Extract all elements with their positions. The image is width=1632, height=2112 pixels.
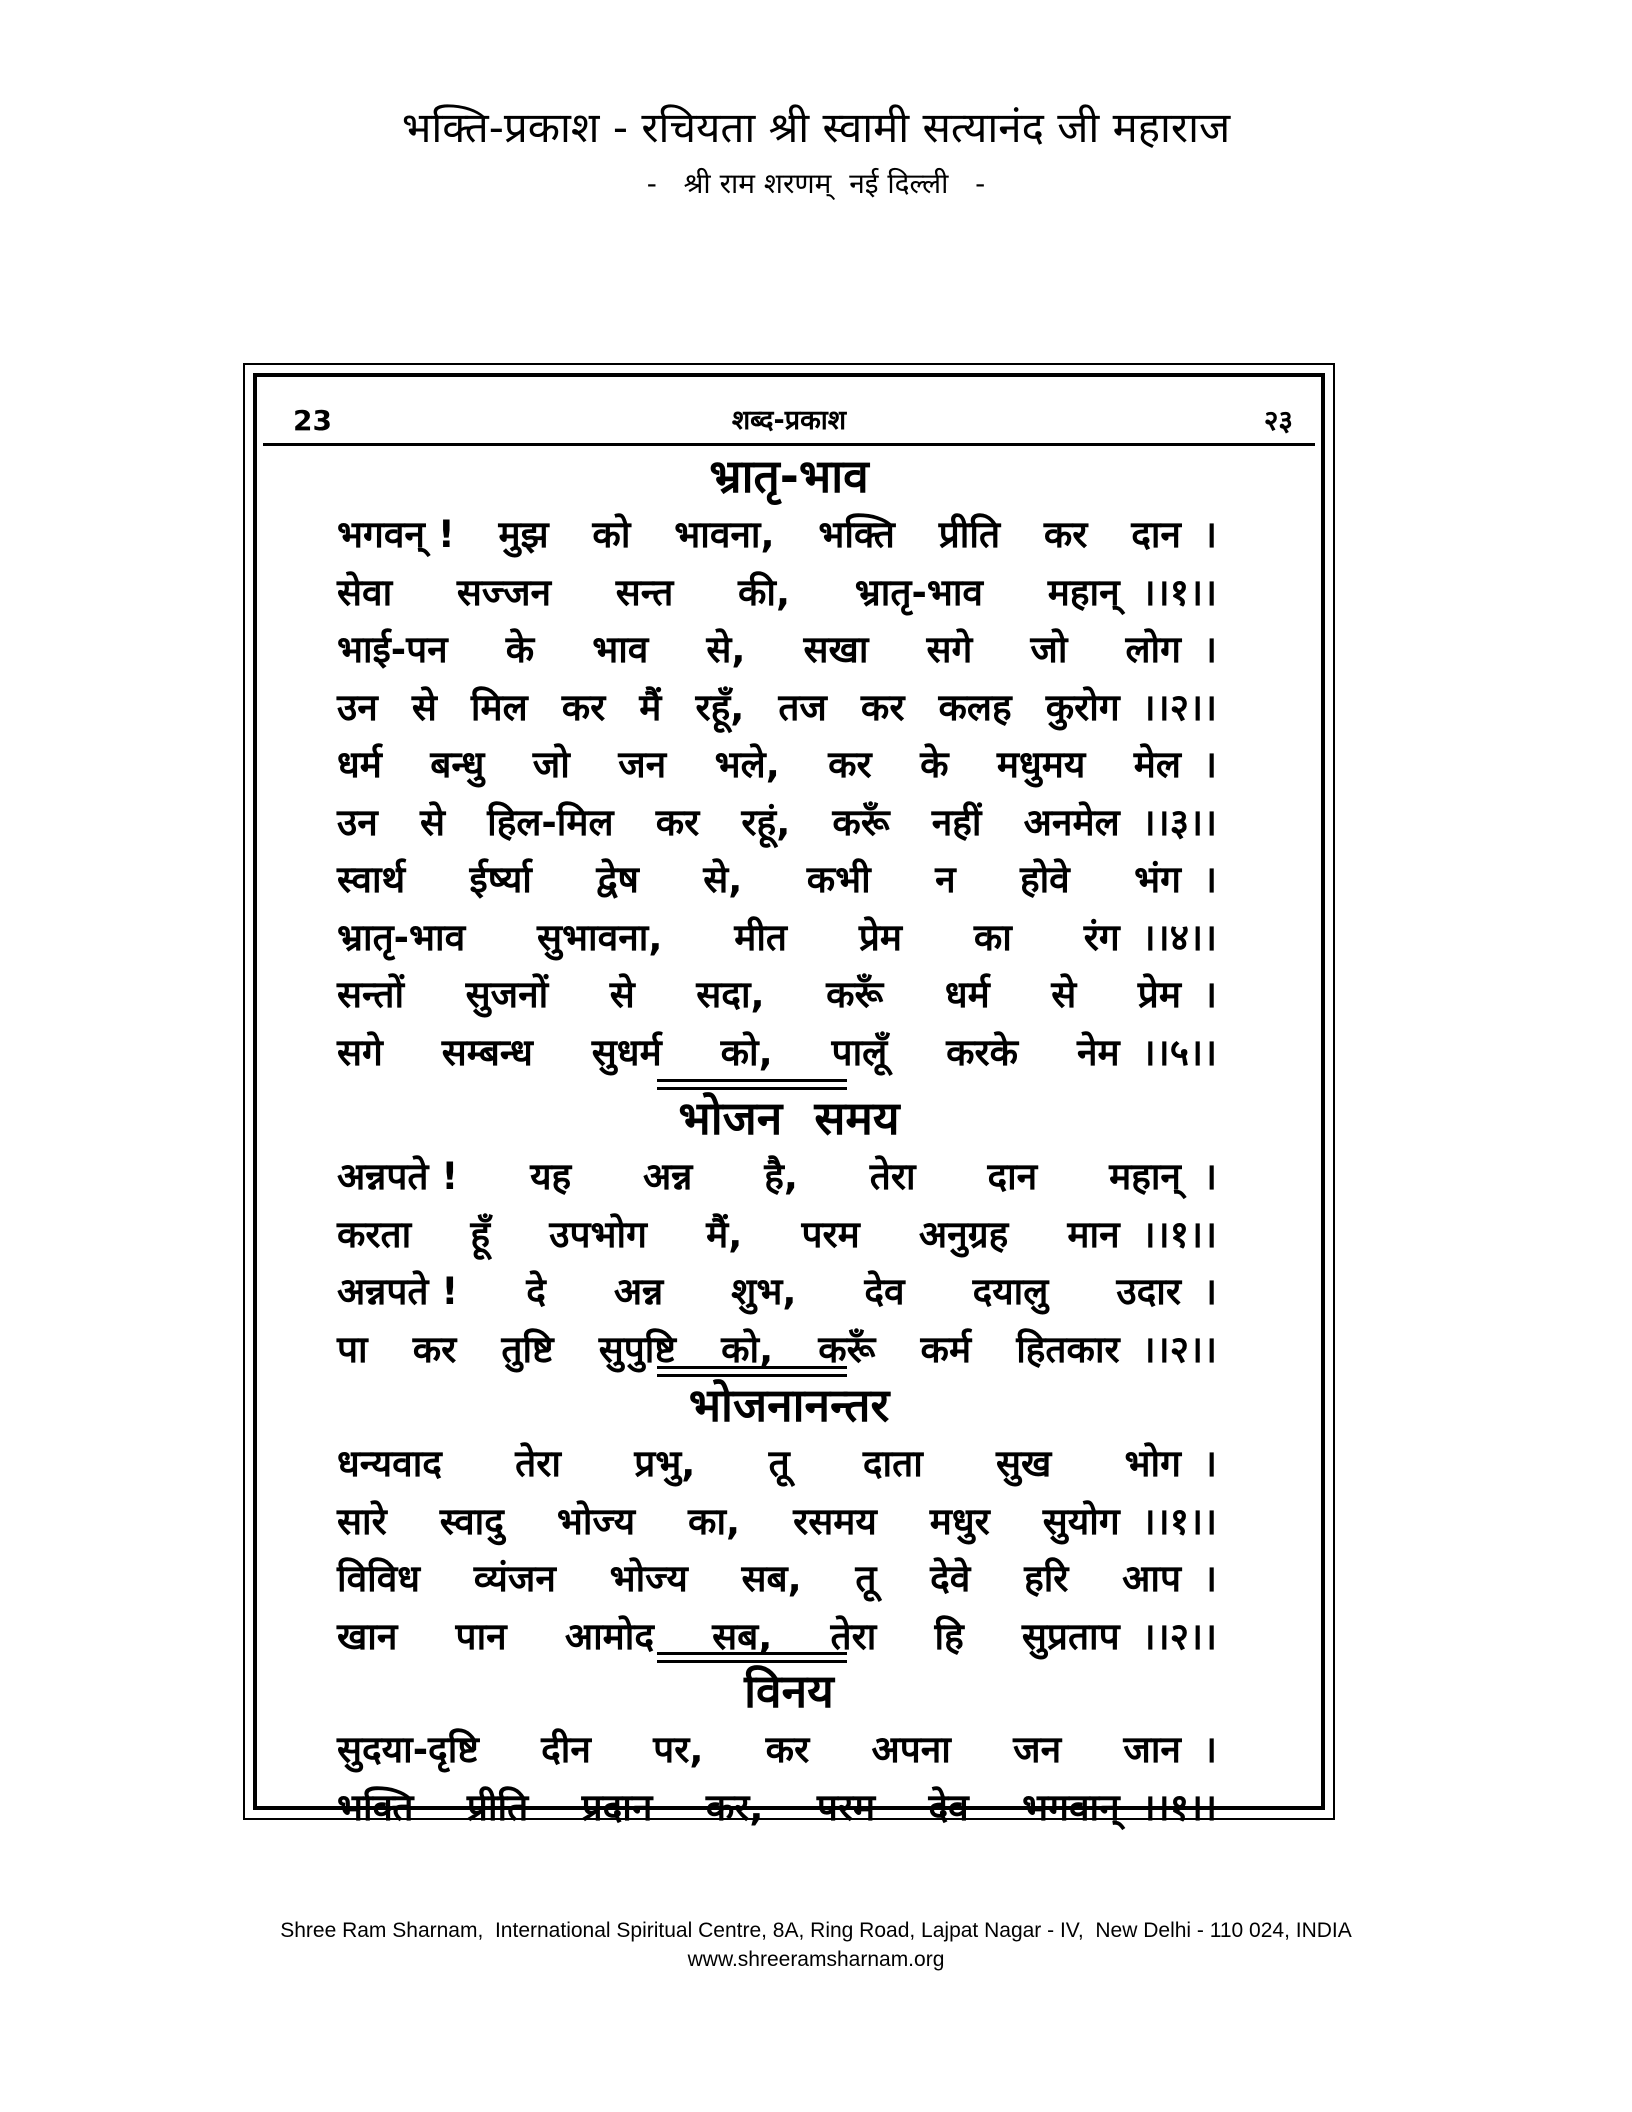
verse-word: परम [801, 1212, 860, 1256]
verse-word: यह [530, 1155, 572, 1198]
verse-word: महान् [1109, 1155, 1181, 1198]
verse-word: । [1202, 858, 1217, 901]
verse-word: उपभोग [549, 1212, 647, 1256]
verse-word: दयालु [972, 1270, 1049, 1313]
verse-word: कभी [806, 858, 871, 901]
verse-line [337, 1266, 1217, 1318]
section-divider [657, 1652, 847, 1663]
verse-word: कर [828, 743, 872, 786]
verse-word: हितकार [1016, 1327, 1120, 1371]
verse-word: भावना, [674, 513, 775, 556]
verse-word: दान [987, 1155, 1038, 1198]
verse-word: कर [765, 1728, 810, 1771]
verse-word: भोज्य [609, 1557, 688, 1600]
verse-word: के [505, 628, 535, 671]
verse-word: जान [1123, 1728, 1181, 1771]
verse-word: ।।१।। [1141, 1212, 1217, 1256]
verse-word: जो [532, 743, 570, 786]
footer-address: Shree Ram Sharnam, International Spiritual Centre, 8A, Ring Road, Lajpat Nagar - IV, New Delhi - 110 024, INDIA [280, 1919, 1352, 1942]
verse-word: अन्नपते ! [337, 1270, 459, 1313]
verse-word: आमोद [564, 1614, 655, 1658]
verse-line [337, 567, 1217, 619]
verse-word: व्यंजन [473, 1557, 556, 1600]
verse-word: । [1202, 1270, 1217, 1313]
verse-word: सन्तों [337, 973, 405, 1016]
verse-word: ।।१।। [1141, 570, 1217, 614]
verse-word: ।।१।। [1141, 1499, 1217, 1543]
verse-word: सुख [996, 1442, 1052, 1485]
verse-word: सुजनों [465, 973, 549, 1016]
verse-word: से [419, 800, 445, 844]
section-divider [657, 1366, 847, 1377]
verse-word: सुप्रताप [1021, 1614, 1120, 1658]
verse-word: करूँ [832, 800, 890, 844]
verse-word: भ्रातृ-भाव [337, 915, 466, 959]
verse-word: करके [946, 1030, 1019, 1074]
verse-word: अनुग्रह [918, 1212, 1009, 1256]
verse-word: ।।३।। [1141, 800, 1217, 844]
verse-word: कर [1043, 513, 1088, 556]
verse-word: भाव [592, 628, 649, 671]
verse-word: नेम [1076, 1030, 1120, 1074]
verse-word: लोग [1125, 628, 1181, 671]
verse-word: कुरोग [1045, 685, 1120, 729]
verse-word: मिल [470, 685, 528, 729]
verse-word: तेरा [515, 1442, 561, 1485]
verse-word: की, [738, 570, 791, 614]
verse-word: सगे [337, 1030, 383, 1074]
verse-word: विविध [337, 1557, 421, 1600]
verse-word: सुपुष्टि [598, 1327, 676, 1371]
verse-word: पान [455, 1614, 507, 1658]
section-title: भोजनानन्तर [688, 1378, 890, 1432]
verse-word: भगवान् [1022, 1785, 1120, 1829]
verse-word: । [1202, 628, 1217, 671]
verse-word: ।।२।। [1141, 685, 1217, 729]
verse-word: प्रभु, [634, 1442, 696, 1485]
verse-word: जन [1013, 1728, 1062, 1771]
verse-word: ।।५।। [1141, 1030, 1217, 1074]
verse-word: तेरा [869, 1155, 916, 1198]
verse-line [337, 1496, 1217, 1548]
verse-line [337, 1438, 1217, 1490]
verse-line [337, 1151, 1217, 1203]
verse-word: मैं, [706, 1212, 743, 1256]
verse-word: पा [337, 1327, 368, 1371]
verse-word: सब, [712, 1614, 773, 1658]
verse-word: पालूँ [831, 1030, 888, 1074]
verse-word: से [609, 973, 635, 1016]
verse-word: भाई-पन [337, 628, 448, 671]
verse-line [337, 1782, 1217, 1834]
verse-word: सुधर्म [591, 1030, 662, 1074]
verse-word: प्रीति [938, 513, 1001, 556]
verse-word: को, [720, 1030, 773, 1074]
verse-word: भले, [714, 743, 780, 786]
verse-word: करता [337, 1212, 412, 1256]
verse-word: मधुमय [996, 743, 1086, 786]
verse-word: स्वादु [439, 1499, 504, 1543]
verse-line [337, 509, 1217, 561]
verse-word: देव [928, 1785, 969, 1829]
verse-word: आप [1122, 1557, 1181, 1600]
page-frame [243, 363, 1335, 1829]
verse-word: उन [337, 685, 378, 729]
document-header-subtitle: - श्री राम शरणम् नई दिल्ली - [646, 167, 986, 200]
verse-word: कलह [938, 685, 1012, 729]
verse-word: का, [688, 1499, 741, 1543]
verse-line [337, 1724, 1217, 1776]
verse-word: सुयोग [1042, 1499, 1120, 1543]
verse-word: हि [934, 1614, 964, 1658]
verse-word: कर्म [920, 1327, 972, 1371]
page-frame-inner [253, 373, 1325, 1829]
verse-word: अनमेल [1023, 800, 1120, 844]
verse-line [337, 739, 1217, 791]
verse-word: भंग [1134, 858, 1181, 901]
verse-word: को [592, 513, 631, 556]
verse-word: । [1202, 1155, 1217, 1198]
verse-word: सज्जन [456, 570, 552, 614]
verse-word: । [1202, 743, 1217, 786]
verse-word: । [1202, 1557, 1217, 1600]
verse-word: सुभावना, [537, 915, 663, 959]
verse-word: शुभ, [731, 1270, 797, 1313]
verse-word: धर्म [944, 973, 990, 1016]
verse-word: अन्न [613, 1270, 664, 1313]
verse-word: तेरा [830, 1614, 877, 1658]
verse-word: है, [764, 1155, 798, 1198]
verse-word: करूँ [818, 1327, 876, 1371]
verse-word: जो [1030, 628, 1068, 671]
verse-word: रसमय [793, 1499, 877, 1543]
verse-word: तू [855, 1557, 877, 1600]
verse-word: परम [816, 1785, 876, 1829]
verse-word: मुझ [498, 513, 549, 556]
verse-word: ।।१।। [1141, 1785, 1217, 1829]
book-title: शब्द-प्रकाश [731, 405, 847, 436]
verse-word: मेल [1133, 743, 1181, 786]
verse-word: सेवा [337, 570, 393, 614]
verse-word: भक्ति [337, 1785, 414, 1829]
verse-word: भ्रातृ-भाव [854, 570, 984, 614]
verse-line [337, 1027, 1217, 1079]
verse-word: रहूँ, [695, 685, 745, 729]
document-header-title: भक्ति-प्रकाश - रचियता श्री स्वामी सत्यानंद जी महाराज [401, 103, 1231, 152]
verse-word: । [1202, 973, 1217, 1016]
verse-word: महान् [1047, 570, 1120, 614]
verse-word: जन [618, 743, 667, 786]
verse-word: भोज्य [556, 1499, 636, 1543]
verse-word: प्रीति [466, 1785, 529, 1829]
verse-word: देव [864, 1270, 905, 1313]
page-header-rule [263, 443, 1315, 446]
verse-word: दीन [541, 1728, 591, 1771]
verse-word: पर, [653, 1728, 704, 1771]
verse-word: मैं [639, 685, 662, 729]
verse-word: कर [655, 800, 700, 844]
verse-word: से [1051, 973, 1077, 1016]
verse-word: स्वार्थ [337, 858, 406, 901]
verse-word: रहूं, [741, 800, 791, 844]
verse-word: अन्न [643, 1155, 693, 1198]
verse-word: भोग [1124, 1442, 1181, 1485]
verse-word: नहीं [931, 800, 982, 844]
verse-word: सखा [803, 628, 869, 671]
verse-word: देवे [930, 1557, 971, 1600]
verse-word: सब, [741, 1557, 802, 1600]
verse-word: सगे [926, 628, 973, 671]
verse-line [337, 1209, 1217, 1261]
verse-word: सुदया-दृष्टि [337, 1728, 479, 1771]
verse-word: दाता [862, 1442, 923, 1485]
verse-word: । [1202, 1442, 1217, 1485]
verse-word: धर्म [337, 743, 382, 786]
verse-line [337, 797, 1217, 849]
verse-word: बन्धु [430, 743, 485, 786]
verse-word: तज [778, 685, 827, 729]
verse-word: करूँ [826, 973, 884, 1016]
verse-word: हूँ [470, 1212, 491, 1256]
page-number-devanagari: २३ [1263, 404, 1293, 437]
verse-word: मीत [734, 915, 788, 959]
verse-word: कर, [705, 1785, 764, 1829]
verse-word: हिल-मिल [487, 800, 614, 844]
verse-word: तू [768, 1442, 790, 1485]
verse-word: के [920, 743, 949, 786]
verse-word: ईर्ष्या [469, 858, 532, 901]
verse-word: अन्नपते ! [337, 1155, 459, 1198]
verse-word: प्रदान [581, 1785, 653, 1829]
verse-word: कर [412, 1327, 457, 1371]
verse-word: प्रेम [1137, 973, 1181, 1016]
verse-word: ।।४।। [1141, 915, 1217, 959]
verse-word: खान [337, 1614, 398, 1658]
verse-word: का [973, 915, 1012, 959]
verse-word: न [935, 858, 956, 901]
verse-line [337, 682, 1217, 734]
verse-word: सम्बन्ध [441, 1030, 533, 1074]
verse-word: सन्त [615, 570, 674, 614]
verse-word: ।।२।। [1141, 1327, 1217, 1371]
verse-word: सदा, [696, 973, 765, 1016]
verse-word: अपना [871, 1728, 951, 1771]
verse-word: धन्यवाद [337, 1442, 442, 1485]
verse-word: मधुर [929, 1499, 990, 1543]
verse-word: प्रेम [858, 915, 903, 959]
verse-word: भक्ति [818, 513, 895, 556]
verse-word: सारे [337, 1499, 387, 1543]
verse-word: । [1202, 513, 1217, 556]
verse-word: होवे [1019, 858, 1070, 901]
verse-word: रंग [1083, 915, 1120, 959]
verse-word: तुष्टि [501, 1327, 554, 1371]
verse-word: मान [1067, 1212, 1120, 1256]
verse-word: कर [561, 685, 606, 729]
verse-word: द्वेष [596, 858, 639, 901]
verse-word: । [1202, 1728, 1217, 1771]
verse-word: भगवन् ! [337, 513, 455, 556]
verse-line [337, 969, 1217, 1021]
verse-line [337, 624, 1217, 676]
verse-word: हरि [1024, 1557, 1069, 1600]
verse-word: दान [1131, 513, 1181, 556]
verse-word: को, [721, 1327, 774, 1371]
verse-line [337, 854, 1217, 906]
verse-word: से, [706, 628, 746, 671]
footer-website: www.shreeramsharnam.org [687, 1948, 945, 1971]
verse-line [337, 1553, 1217, 1605]
section-title: विनय [744, 1664, 834, 1718]
verse-word: से, [703, 858, 743, 901]
verse-line [337, 912, 1217, 964]
section-divider [657, 1079, 847, 1090]
section-title: भोजन समय [678, 1091, 900, 1145]
section-title: भ्रातृ-भाव [709, 449, 869, 503]
verse-word: उन [337, 800, 378, 844]
verse-word: कर [860, 685, 905, 729]
verse-word: उदार [1116, 1270, 1181, 1313]
verse-word: ।।२।। [1141, 1614, 1217, 1658]
verse-word: दे [526, 1270, 546, 1313]
page-number-latin: 23 [293, 404, 332, 437]
verse-word: से [411, 685, 437, 729]
